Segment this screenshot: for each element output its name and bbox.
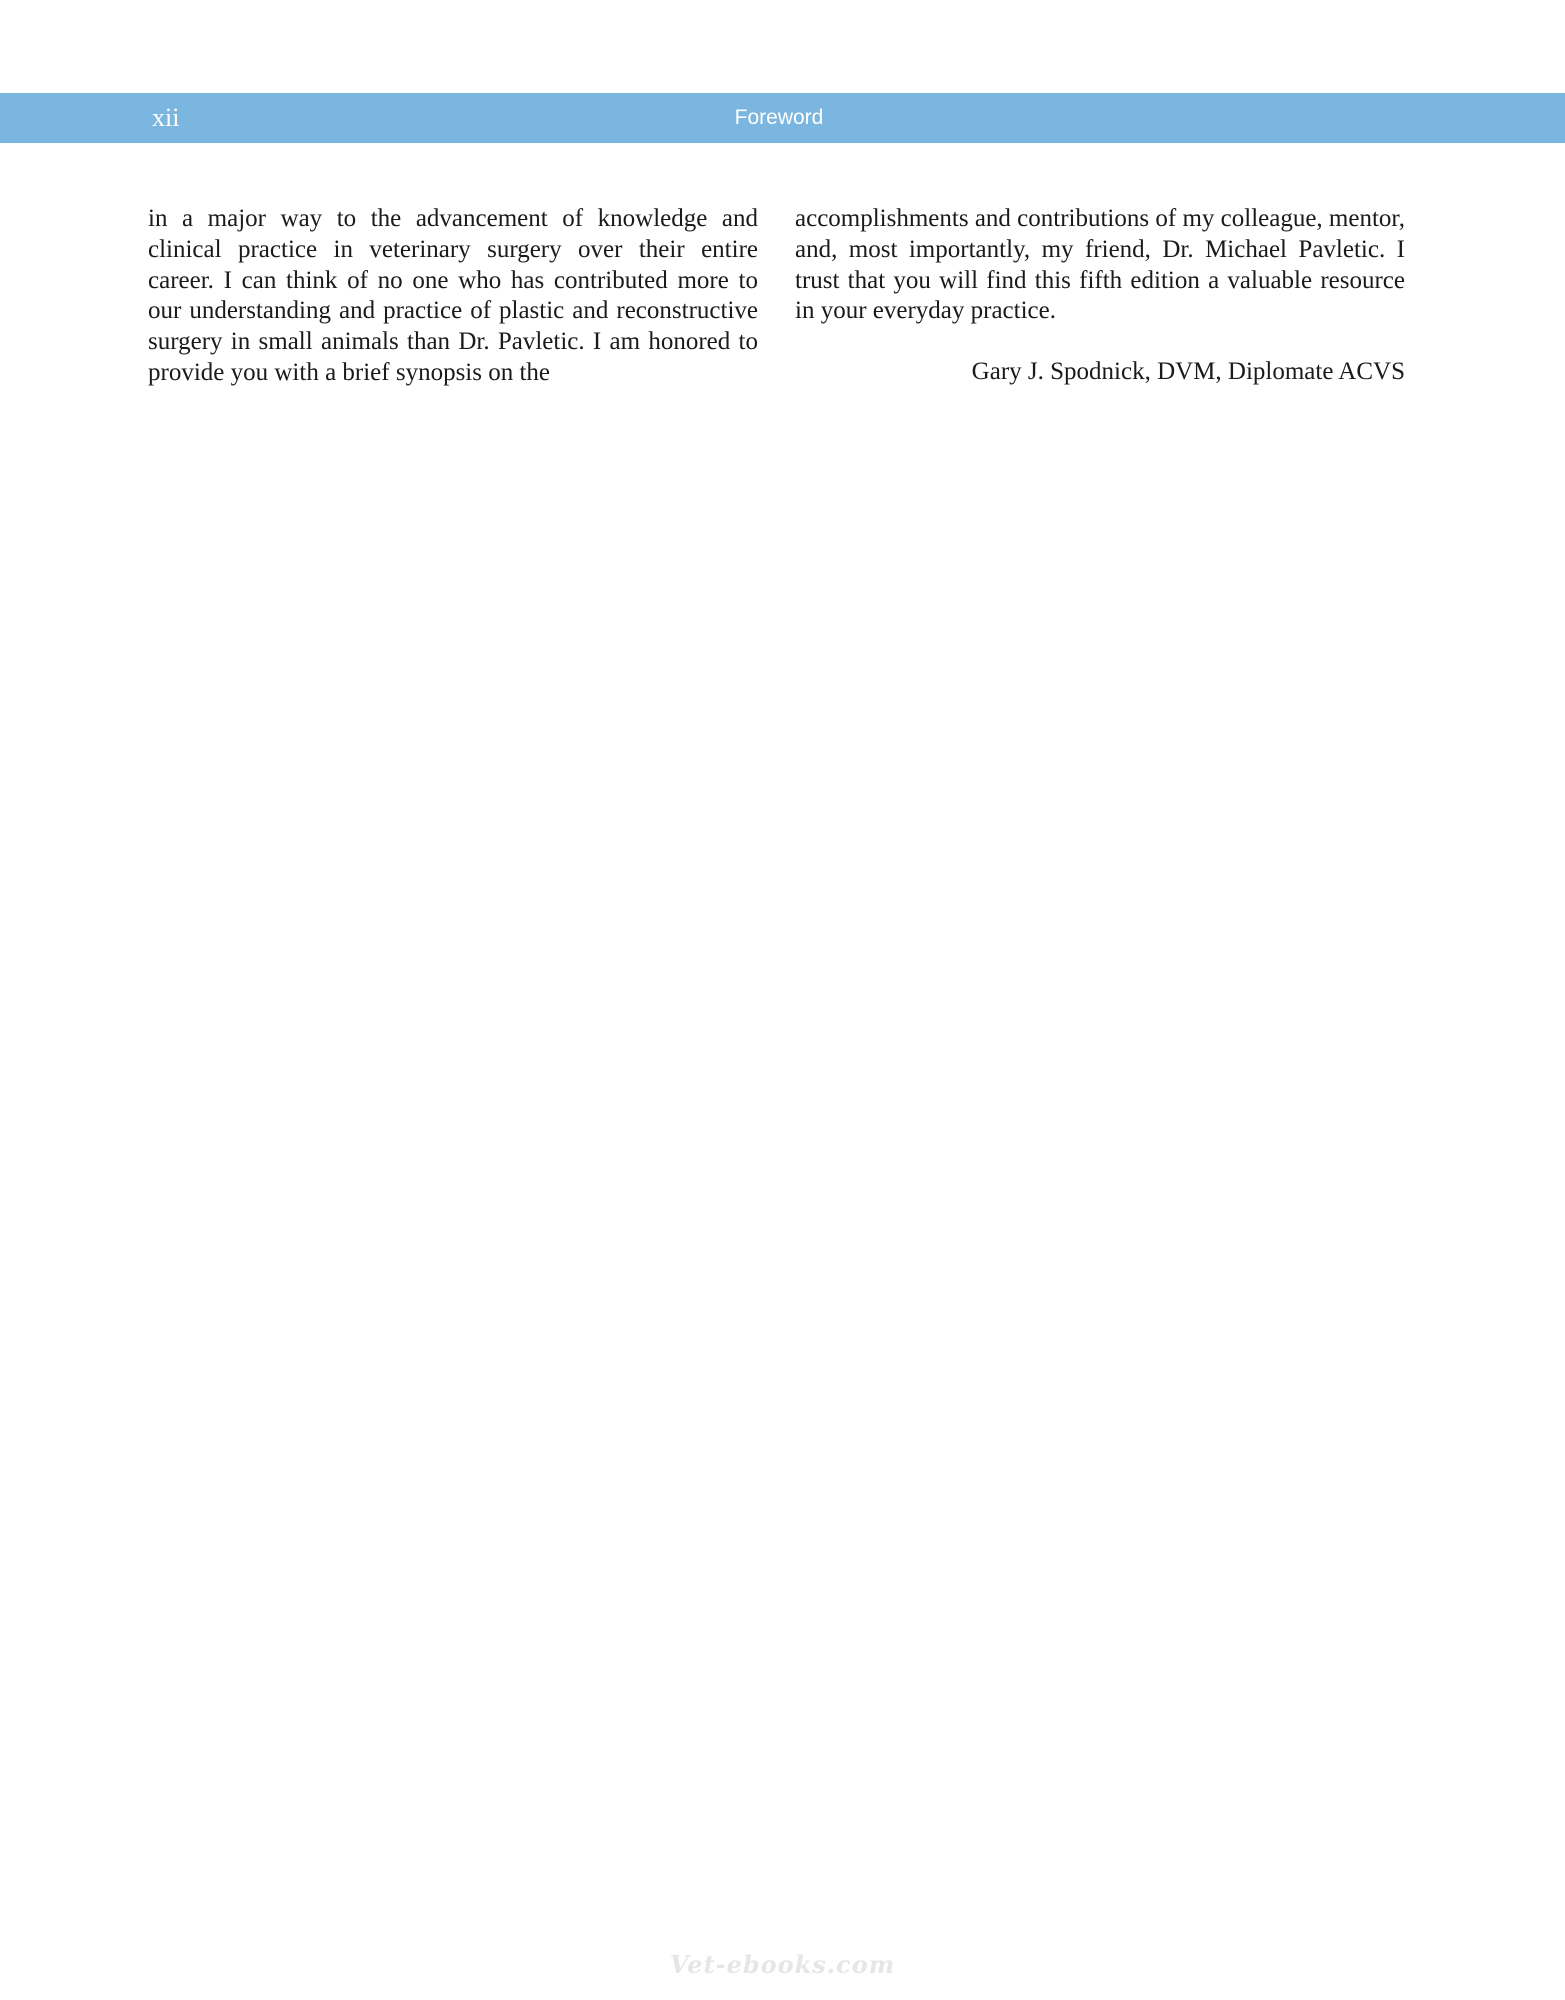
watermark-logo: Vet-ebooks.com [669, 1950, 896, 1979]
left-column-text: in a major way to the advancement of knowledge and clinical practice in veterinary surgery over their entire career. I can think of no one who has contributed more to our understanding and practice of plastic and reconstructive surgery in small animals than Dr. Pavletic. I am honored to provide you with a brief synopsis on the [148, 205, 758, 386]
page-number: xii [152, 103, 180, 132]
right-column [795, 204, 1405, 388]
right-column-text: accomplishments and contributions of my colleague, mentor, and, most importantly, my friend, Dr. Michael Pavletic. I trust that you will find this fifth edition a valuable resource in your everyday practice. [795, 205, 1405, 325]
header-band [0, 93, 1565, 143]
signature: Gary J. Spodnick, DVM, Diplomate ACVS [971, 358, 1405, 386]
left-column [148, 204, 758, 389]
running-head: Foreword [734, 106, 824, 129]
